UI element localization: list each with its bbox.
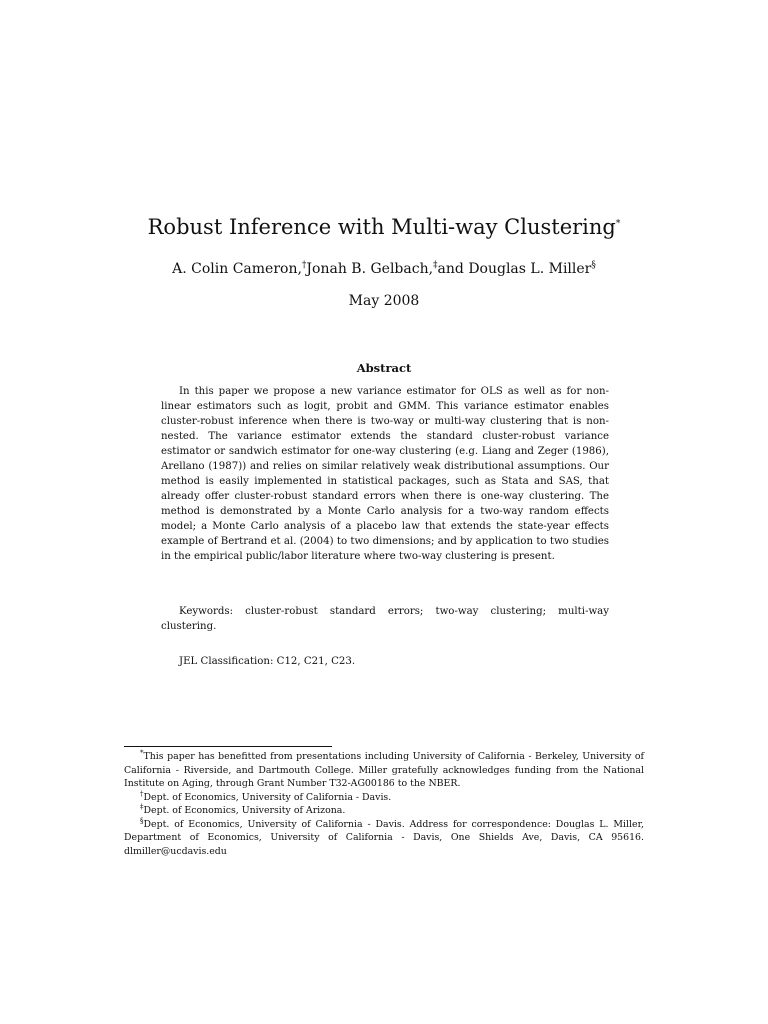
author-footnote-mark: †: [301, 260, 307, 271]
author-name: and Douglas L. Miller: [437, 261, 592, 277]
footnote-mark: *: [140, 748, 144, 757]
author-list: [0, 260, 768, 278]
footnote-text: Dept. of Economics, University of California - Davis.: [143, 791, 392, 803]
footnote-mark: †: [140, 789, 144, 798]
abstract-paragraph: In this paper we propose a new variance estimator for OLS as well as for non-linear estimators such as logit, probit and GMM. This variance estimator enables cluster-robust inference when there is two-way or multi-way clustering that is non-nested. The variance estimator extends the standard cluster-robust variance estimator or sandwich estimator for one-way clustering (e.g. Liang and Zeger (1986), Arellano (1987)) and relies on similar relatively weak distributional assumptions. Our method is easily implemented in statistical packages, such as Stata and SAS, that already offer cluster-robust standard errors when there is one-way clustering. The method is demonstrated by a Monte Carlo analysis for a two-way random effects model; a Monte Carlo analysis of a placebo law that extends the state-year effects example of Bertrand et al. (2004) to two dimensions; and by application to two studies in the empirical public/labor literature where two-way clustering is present.: [161, 386, 609, 562]
footnote-text: Dept. of Economics, University of Arizona.: [143, 805, 346, 816]
footnote: [124, 804, 644, 818]
footnote-mark: §: [140, 816, 144, 825]
author-footnote-mark: §: [591, 260, 596, 271]
footnote: [124, 750, 644, 791]
footnote: [124, 791, 644, 805]
title-text: Robust Inference with Multi-way Clustering: [147, 215, 616, 239]
jel-classification: [161, 654, 609, 669]
title-footnote-mark: *: [615, 219, 621, 229]
footnote-text: This paper has benefitted from presentations including University of California - Berkeley, University of California - Riverside, and Dartmouth College. Miller gratefully acknowledges funding from the National Institute on Aging, through Grant Number T32-AG00186 to the NBER.: [124, 751, 644, 789]
keywords-text: Keywords: cluster-robust standard errors; two-way clustering; multi-way clustering.: [161, 606, 609, 632]
footnote-divider: [124, 746, 332, 747]
author-name: Jonah B. Gelbach,: [306, 261, 434, 277]
footnote-mark: ‡: [140, 802, 144, 811]
abstract-text: [161, 384, 609, 564]
jel-text: JEL Classification: C12, C21, C23.: [179, 656, 356, 667]
abstract-heading: Abstract: [356, 361, 412, 375]
paper-title: [0, 214, 768, 240]
keywords: [161, 604, 609, 634]
publication-date: May 2008: [348, 293, 420, 309]
footnote: [124, 818, 644, 859]
author-name: A. Colin Cameron,: [172, 261, 302, 277]
footnote-text: Dept. of Economics, University of California - Davis. Address for correspondence: Douglas L. Miller, Department of Economics, University of California - Davis, One Shields Ave, Davis, CA 95616. dlmiller@ucdavis.edu: [124, 818, 644, 857]
author-footnote-mark: ‡: [433, 260, 438, 271]
footnotes: [124, 750, 644, 858]
